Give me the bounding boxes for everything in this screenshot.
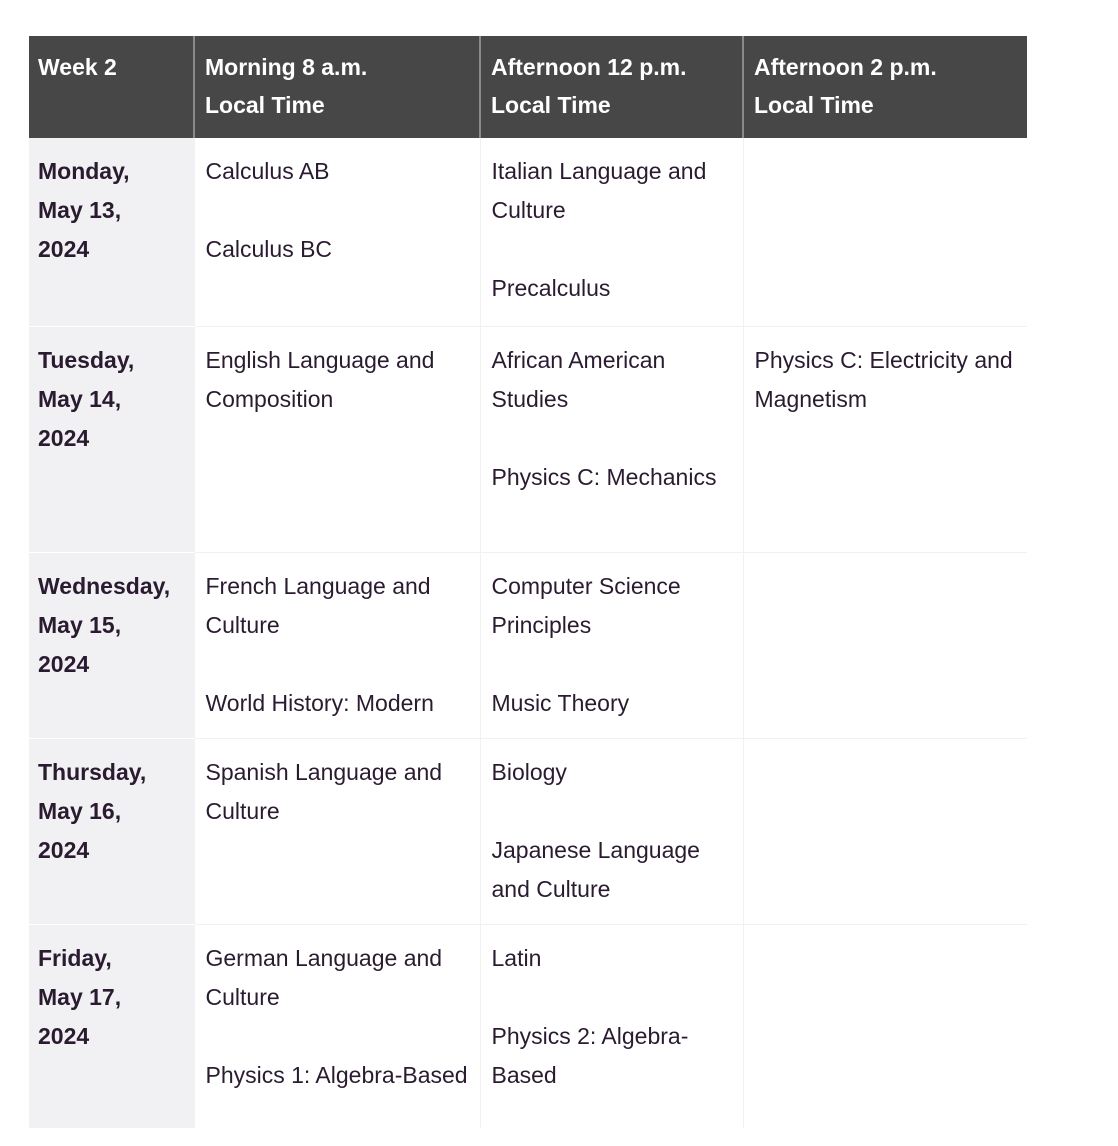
day-name: Wednesday, [38, 572, 171, 599]
afternoon-2-cell [743, 738, 1027, 924]
day-name: Monday, [38, 158, 130, 184]
day-cell [29, 924, 194, 1128]
afternoon-12-cell [480, 326, 743, 552]
afternoon-12-cell [480, 138, 743, 326]
morning-cell [194, 326, 480, 552]
exam-schedule-table [29, 36, 1027, 1128]
day-cell [29, 326, 194, 552]
exam-name: Spanish Language and Culture [205, 758, 443, 824]
header-row [29, 36, 1027, 138]
exam-name: Music Theory [491, 689, 630, 716]
day-date: May 15, [38, 611, 122, 638]
afternoon-2-cell [743, 138, 1027, 326]
day-year: 2024 [38, 836, 90, 863]
header-afternoon-12-local: Local Time [491, 92, 611, 118]
exam-name: Calculus BC [205, 236, 333, 262]
day-date: May 13, [38, 197, 122, 223]
header-week-label: Week 2 [38, 54, 117, 80]
header-afternoon-2 [743, 36, 1027, 138]
exam-name: Japanese Language and Culture [491, 836, 700, 902]
exam-name: French Language and Culture [205, 572, 431, 638]
exam-name: Physics 1: Algebra-Based [205, 1061, 468, 1088]
day-name: Thursday, [38, 758, 147, 785]
table-row [29, 326, 1027, 552]
header-afternoon-2-local: Local Time [754, 92, 874, 118]
exam-name: Physics C: Mechanics [491, 463, 717, 490]
header-afternoon-12 [480, 36, 743, 138]
morning-cell [194, 552, 480, 738]
exam-name: Latin [491, 944, 542, 971]
table-row [29, 552, 1027, 738]
exam-name: Calculus AB [205, 158, 330, 184]
afternoon-12-cell [480, 738, 743, 924]
exam-name: World History: Modern [205, 689, 434, 716]
exam-name: Computer Science Principles [491, 572, 681, 638]
exam-name: German Language and Culture [205, 944, 443, 1010]
morning-cell [194, 924, 480, 1128]
header-morning-time: Morning 8 a.m. [205, 54, 368, 80]
morning-cell [194, 738, 480, 924]
exam-name: Italian Language and Culture [491, 158, 707, 223]
afternoon-2-cell [743, 924, 1027, 1128]
header-afternoon-2-time: Afternoon 2 p.m. [754, 54, 937, 80]
day-year: 2024 [38, 236, 90, 262]
exam-name: Biology [491, 758, 567, 785]
afternoon-12-cell [480, 924, 743, 1128]
day-year: 2024 [38, 1022, 90, 1049]
table-row [29, 924, 1027, 1128]
day-date: May 17, [38, 983, 122, 1010]
day-year: 2024 [38, 424, 90, 451]
exam-name: African American Studies [491, 346, 666, 412]
afternoon-12-cell [480, 552, 743, 738]
exam-name: Precalculus [491, 275, 611, 301]
header-morning-local: Local Time [205, 92, 325, 118]
day-cell [29, 738, 194, 924]
exam-name: English Language and Composition [205, 346, 435, 412]
day-year: 2024 [38, 650, 90, 677]
afternoon-2-cell [743, 326, 1027, 552]
day-cell [29, 138, 194, 326]
exam-name: Physics C: Electricity and Magnetism [754, 346, 1013, 412]
day-cell [29, 552, 194, 738]
table-row [29, 738, 1027, 924]
morning-cell [194, 138, 480, 326]
day-name: Tuesday, [38, 346, 135, 373]
exam-name: Physics 2: Algebra-Based [491, 1022, 689, 1088]
header-afternoon-12-time: Afternoon 12 p.m. [491, 54, 687, 80]
header-week [29, 36, 194, 138]
table-row [29, 138, 1027, 326]
day-date: May 16, [38, 797, 122, 824]
header-morning [194, 36, 480, 138]
day-date: May 14, [38, 385, 122, 412]
afternoon-2-cell [743, 552, 1027, 738]
day-name: Friday, [38, 944, 112, 971]
